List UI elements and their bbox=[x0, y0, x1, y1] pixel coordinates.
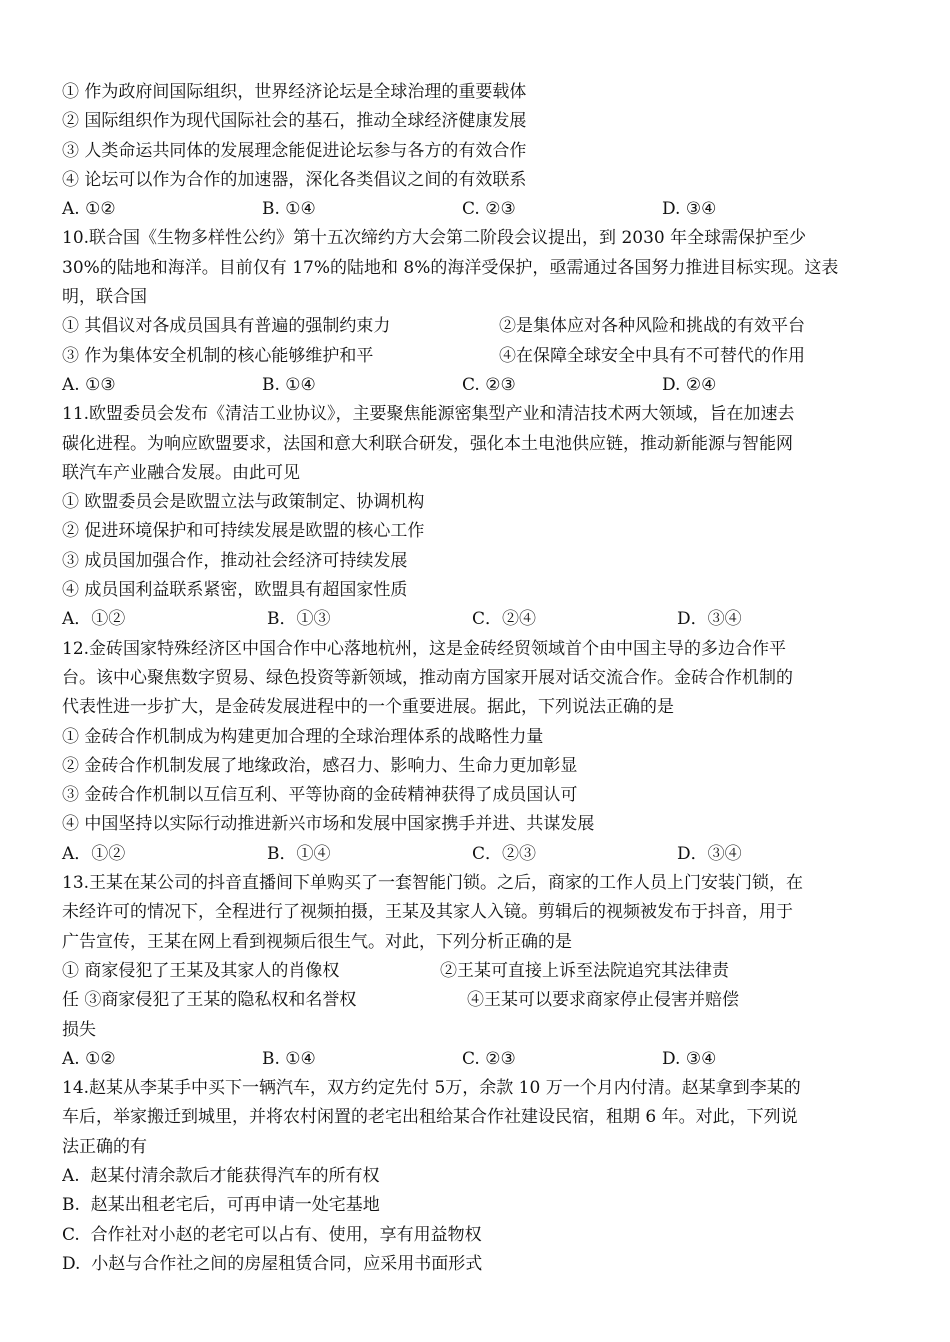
q9-options bbox=[62, 195, 902, 224]
q10-items-row-1 bbox=[62, 312, 902, 341]
q14-stem-line-1: 14.赵某从李某手中买下一辆汽车，双方约定先付 5万，余款 10 万一个月内付清。赵某拿到李某的 bbox=[62, 1078, 801, 1099]
q13-option-c: C. ②③ bbox=[462, 1048, 516, 1069]
q11-stem-line-2: 碳化进程。为响应欧盟要求，法国和意大利联合研发，强化本土电池供应链，推动新能源与智能网 bbox=[62, 433, 793, 454]
question-9 bbox=[62, 78, 902, 224]
q13-item-2: ②王某可直接上诉至法院追究其法律责 bbox=[440, 960, 729, 981]
question-14 bbox=[62, 1074, 902, 1279]
q13-option-d: D. ③④ bbox=[662, 1048, 717, 1069]
q10-item-1: ① 其倡议对各成员国具有普遍的强制约束力 bbox=[62, 316, 391, 337]
q9-option-d: D. ③④ bbox=[662, 199, 717, 220]
q9-option-c: C. ②③ bbox=[462, 199, 516, 220]
q10-items-row-2 bbox=[62, 342, 902, 371]
q9-item-2: ② 国际组织作为现代国际社会的基石，推动全球经济健康发展 bbox=[62, 111, 527, 132]
q9-item-4: ④ 论坛可以作为合作的加速器，深化各类倡议之间的有效联系 bbox=[62, 169, 527, 190]
q13-item-1: ① 商家侵犯了王某及其家人的肖像权 bbox=[62, 960, 340, 981]
q12-item-2: ② 金砖合作机制发展了地缘政治，感召力、影响力、生命力更加彰显 bbox=[62, 755, 578, 776]
q14-option-c: C. 合作社对小赵的老宅可以占有、使用，享有用益物权 bbox=[62, 1224, 482, 1245]
q12-option-d: D．③④ bbox=[677, 843, 742, 864]
q11-item-2: ② 促进环境保护和可持续发展是欧盟的核心工作 bbox=[62, 521, 425, 542]
q9-item-3: ③ 人类命运共同体的发展理念能促进论坛参与各方的有效合作 bbox=[62, 140, 527, 161]
q14-option-b: B. 赵某出租老宅后，可再申请一处宅基地 bbox=[62, 1195, 380, 1216]
q11-option-b: B．①③ bbox=[267, 609, 331, 630]
exam-page bbox=[62, 78, 902, 1279]
q11-option-a: A．①② bbox=[62, 609, 126, 630]
q13-stem-line-1: 13.王某在某公司的抖音直播间下单购买了一套智能门锁。之后，商家的工作人员上门安装门锁，在 bbox=[62, 873, 804, 894]
q12-option-c: C．②③ bbox=[472, 843, 537, 864]
question-11 bbox=[62, 400, 902, 634]
q14-option-d: D. 小赵与合作社之间的房屋租赁合同，应采用书面形式 bbox=[62, 1253, 483, 1274]
q12-stem-line-3: 代表性进一步扩大，是金砖发展进程中的一个重要进展。据此，下列说法正确的是 bbox=[62, 697, 674, 718]
q9-option-a: A. ①② bbox=[62, 199, 116, 220]
q10-item-4: ④在保障全球安全中具有不可替代的作用 bbox=[499, 345, 805, 366]
q13-items-row-3: 损失 bbox=[62, 1019, 96, 1040]
q14-stem-line-3: 法正确的有 bbox=[62, 1136, 147, 1157]
q13-items-row-1 bbox=[62, 957, 902, 986]
q14-stem-line-2: 车后，举家搬迁到城里，并将农村闲置的老宅出租给某合作社建设民宿，租期 6 年。对此，下列说 bbox=[62, 1107, 798, 1128]
q13-item-3: 任 ③商家侵犯了王某的隐私权和名誉权 bbox=[62, 990, 357, 1011]
q13-stem-line-2: 未经许可的情况下，全程进行了视频拍摄，王某及其家人入镜。剪辑后的视频被发布于抖音，用于 bbox=[62, 902, 793, 923]
q12-stem-line-2: 台。该中心聚焦数字贸易、绿色投资等新领域，推动南方国家开展对话交流合作。金砖合作机制的 bbox=[62, 667, 793, 688]
q10-stem-line-3: 明，联合国 bbox=[62, 287, 147, 308]
q10-option-c: C. ②③ bbox=[462, 374, 516, 395]
q12-option-a: A．①② bbox=[62, 843, 126, 864]
q13-items-row-2 bbox=[62, 986, 902, 1015]
q13-item-4: ④王某可以要求商家停止侵害并赔偿 bbox=[467, 990, 739, 1011]
q11-stem-line-1: 11.欧盟委员会发布《清洁工业协议》，主要聚焦能源密集型产业和清洁技术两大领域，旨在加速去 bbox=[62, 404, 795, 425]
q10-option-a: A. ①③ bbox=[62, 374, 116, 395]
q11-option-d: D．③④ bbox=[677, 609, 742, 630]
q9-item-1: ① 作为政府间国际组织，世界经济论坛是全球治理的重要载体 bbox=[62, 82, 527, 102]
q12-item-1: ① 金砖合作机制成为构建更加合理的全球治理体系的战略性力量 bbox=[62, 726, 544, 747]
q10-option-d: D. ②④ bbox=[662, 374, 717, 395]
q13-stem-line-3: 广告宣传，王某在网上看到视频后很生气。对此，下列分析正确的是 bbox=[62, 931, 572, 952]
q10-item-2: ②是集体应对各种风险和挑战的有效平台 bbox=[499, 316, 805, 337]
q10-item-3: ③ 作为集体安全机制的核心能够维护和平 bbox=[62, 345, 374, 366]
q12-option-b: B．①④ bbox=[267, 843, 331, 864]
q12-stem-line-1: 12.金砖国家特殊经济区中国合作中心落地杭州，这是金砖经贸领域首个由中国主导的多边合作平 bbox=[62, 638, 787, 659]
q12-options bbox=[62, 840, 902, 869]
q14-option-a: A. 赵某付清余款后才能获得汽车的所有权 bbox=[62, 1165, 380, 1186]
q10-option-b: B. ①④ bbox=[262, 374, 316, 395]
q10-stem-line-1: 10.联合国《生物多样性公约》第十五次缔约方大会第二阶段会议提出，到 2030 年全球需保护至少 bbox=[62, 228, 807, 249]
q10-stem-line-2: 30%的陆地和海洋。目前仅有 17%的陆地和 8%的海洋受保护，亟需通过各国努力推进目标实现。这表 bbox=[62, 257, 839, 278]
q9-option-b: B. ①④ bbox=[262, 199, 316, 220]
q12-item-3: ③ 金砖合作机制以互信互利、平等协商的金砖精神获得了成员国认可 bbox=[62, 785, 578, 806]
q11-stem-line-3: 联汽车产业融合发展。由此可见 bbox=[62, 462, 300, 483]
question-10 bbox=[62, 224, 902, 400]
question-13 bbox=[62, 869, 902, 1074]
q13-options bbox=[62, 1045, 902, 1074]
question-12 bbox=[62, 635, 902, 869]
q10-options bbox=[62, 371, 902, 400]
q11-option-c: C．②④ bbox=[472, 609, 537, 630]
q13-option-b: B. ①④ bbox=[262, 1048, 316, 1069]
q11-item-1: ① 欧盟委员会是欧盟立法与政策制定、协调机构 bbox=[62, 492, 425, 513]
q11-item-4: ④ 成员国利益联系紧密，欧盟具有超国家性质 bbox=[62, 580, 408, 601]
q11-options bbox=[62, 605, 902, 634]
q12-item-4: ④ 中国坚持以实际行动推进新兴市场和发展中国家携手并进、共谋发展 bbox=[62, 814, 595, 835]
q13-option-a: A. ①② bbox=[62, 1048, 116, 1069]
q11-item-3: ③ 成员国加强合作，推动社会经济可持续发展 bbox=[62, 550, 408, 571]
